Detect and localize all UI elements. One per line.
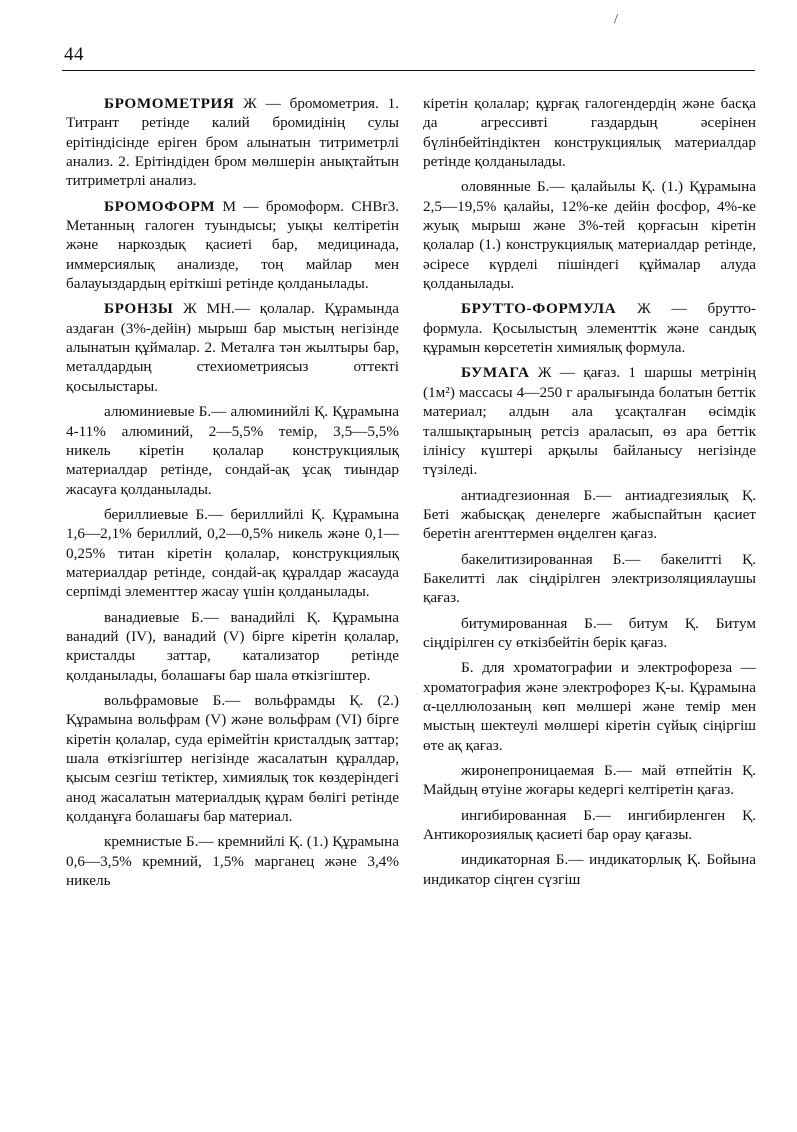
- entry-bromoform: [66, 197, 399, 294]
- entry-bromometry: [66, 94, 399, 191]
- subentry-tin: оловянные Б.— қалайылы Қ. (1.) Құрамына 2,5—19,5% қалайы, 12%-ке дейін фосфор, 4%-ке жуық мырыш және 3%-тей қорғасын кіретін қолалар (1.) конструкциялық материалдар ретінде, әсіресе күрделі пішіндегі құймалар алуда қолданылады.: [423, 178, 756, 293]
- headword: БУМАГА: [461, 364, 530, 382]
- page-number: 44: [64, 44, 84, 65]
- headword: БРОМОФОРМ: [104, 197, 216, 215]
- header-rule: [62, 70, 755, 71]
- subentry-bakelite: бакелитизированная Б.— бакелитті Қ. Бакелитті лак сіңдірілген электризоляциялаушы қағаз.: [423, 550, 756, 607]
- entry-gender: М: [222, 197, 237, 215]
- entry-bronzy: [66, 299, 399, 396]
- subentry-inhibited: ингибированная Б.— ингибирленген Қ. Антикорозиялық қасиеті бар орау қағазы.: [423, 806, 756, 844]
- entry-gender: Ж: [243, 95, 257, 112]
- entry-text: — қағаз. 1 шаршы метрінің (1м²) массасы 4—250 г аралығында болатын беттік материал; алдын ала ұсақталған өсімдік талшықтарының ретсіз араласып, өз ара беттік ілінісу күштері арқылы байланысу негізінде түзіледі.: [423, 364, 757, 479]
- headword: БРУТТО-ФОРМУЛА: [461, 300, 617, 318]
- entry-brutto-formula: [423, 299, 756, 357]
- left-column: [66, 94, 399, 890]
- subentry-bitumen: битумированная Б.— битум Қ. Битум сіңдірілген су өткізбейтін берік қағаз.: [423, 614, 756, 651]
- headword: БРОМОМЕТРИЯ: [104, 95, 235, 112]
- entry-bumaga: [423, 363, 756, 479]
- subentry-silicon: кремнистые Б.— кремнийлі Қ. (1.) Құрамына 0,6—3,5% кремний, 1,5% марганец және 3,4% никель: [66, 833, 399, 890]
- entry-gender: Ж: [183, 300, 197, 318]
- entry-text: — бромоформ. CHBr3. Метанның галоген туындысы; уықы келтіретін және наркоздық қасиеті бар, медицинада, иммерсиялық анализде, тоң майлар мен балауыздардың еріткіші ретінде қолданылады.: [66, 197, 399, 293]
- subentry-chromatography: Б. для хроматографии и электрофореза — хроматография және электрофорез Қ-ы. Құрамына α-целлюлозаның көп мөлшері және темір мен мыстың шектеулі мөлшері кіретін сүйық сіңіргіш өте ақ қағаз.: [423, 659, 756, 754]
- subentry-tungsten: вольфрамовые Б.— вольфрамды Қ. (2.) Құрамына вольфрам (V) және вольфрам (VI) бірге кіретін қолалар, суда ерімейтін кристалдық заттар; шала өткізгіштер негізінде жасалатын құралдар, қысым сезгіш тетіктер, химиялық ток көздеріндегі анод жасалатын материалдық құрам бөлігі ретінде қолданұға болашағы бар материал.: [66, 691, 399, 826]
- entry-text: — бромометрия. 1. Титрант ретінде калий бромидінің сулы ерітіндісінде еріген бром алынатын титриметрлі анализ. 2. Ерітіндіден бром мөлшерін анықтайтын титриметрлі анализ.: [66, 95, 399, 190]
- entry-text: МН.— қолалар. Құрамында аздаған (3%-дейін) мырыш бар мыстың негізінде алынатын құймалар. 2. Металға тән жылтыры бар, металдардың стехиометриясыз оттекті қосылыстары.: [66, 300, 399, 395]
- subentry-indicator: индикаторная Б.— индикаторлық Қ. Бойына индикатор сіңген сүзгіш: [423, 851, 756, 888]
- entry-gender: Ж: [537, 364, 552, 382]
- entry-text: — брутто-формула. Қосылыстың элементтік және сандық құрамын көрсететін химиялық формула.: [423, 300, 756, 357]
- subentry-grease-proof: жиронепроницаемая Б.— май өтпейтін Қ. Майдың өтуіне жоғары кедергі келтіретін қағаз.: [423, 762, 756, 799]
- headword: БРОНЗЫ: [104, 300, 174, 318]
- corner-mark: /: [614, 12, 618, 27]
- entry-gender: Ж: [637, 300, 651, 318]
- right-column: [423, 94, 756, 889]
- subentry-antiadhesive: антиадгезионная Б.— антиадгезиялық Қ. Беті жабысқақ денелерге жабыспайтын қасиет беретін агенттермен өңделген қағаз.: [423, 486, 756, 543]
- subentry-aluminum: алюминиевые Б.— алюминийлі Қ. Құрамына 4-11% алюминий, 2—5,5% темір, 3,5—5,5% никель кіретін қолалар конструкциялық материалдар ретінде, сондай-ақ ұсақ тиындар жасауға қолданылады.: [66, 403, 399, 498]
- subentry-vanadium: ванадиевые Б.— ванадийлі Қ. Құрамына ванадий (IV), ванадий (V) бірге кіретін қолалар, кристалды заттар, катализатор ретінде қолданылады, болашағы бар шала өткізгіштер.: [66, 608, 399, 684]
- continuation-text: кіретін қолалар; құрғақ галогендердің және басқа да агрессивті газдардың әсерінен бүлінбейтіндіктен конструкциялық материалдар ретінде қолданылады.: [423, 95, 756, 171]
- subentry-beryllium: бериллиевые Б.— бериллийлі Қ. Құрамына 1,6—2,1% бериллий, 0,2—0,5% никель және 0,1—0,25% титан кіретін қолалар, конструкциялық материалдар ретінде, сондай-ақ құралдар жасауда серпімді элементтер жасау үшін қолданылады.: [66, 505, 399, 601]
